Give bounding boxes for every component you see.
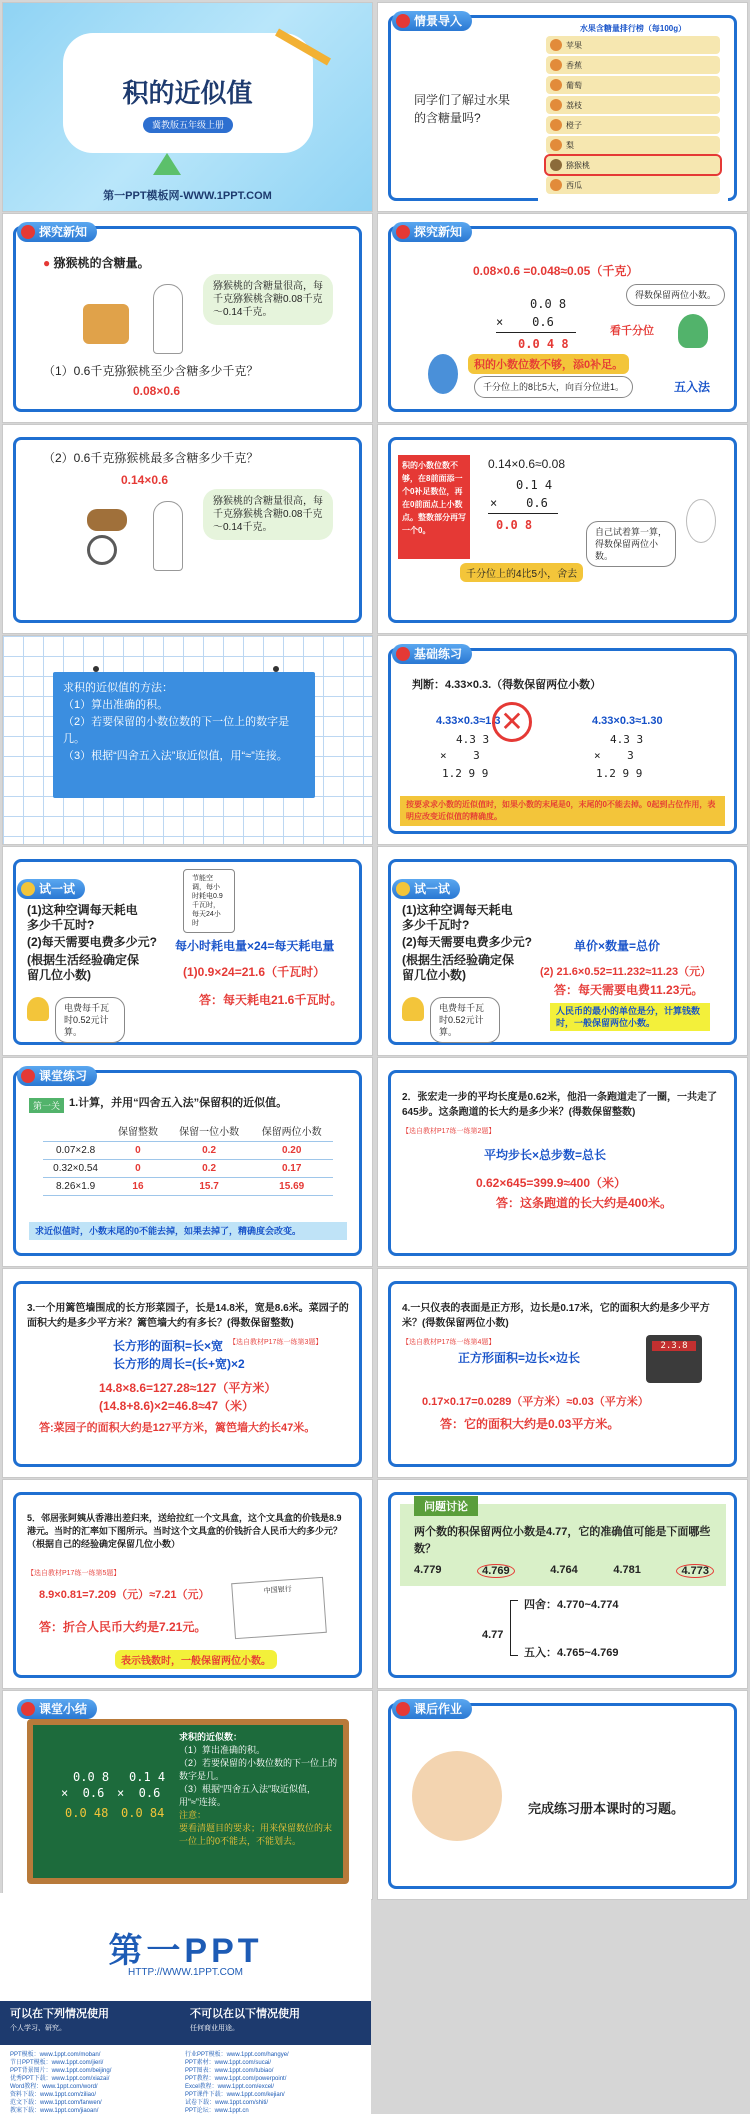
round-up-range: 五入：4.765~4.769 — [524, 1647, 619, 1659]
option-item: 4.773 — [676, 1564, 714, 1578]
cross-icon: ✕ — [492, 702, 532, 742]
rounding-table — [43, 1120, 333, 1196]
slide-explore-1 — [2, 213, 373, 423]
strawberry-icon — [21, 225, 35, 239]
footer-link[interactable]: PPT模板：www.1ppt.com/moban/ — [10, 2052, 101, 2058]
formula: 正方形面积=边长×边长 — [458, 1351, 581, 1365]
pin-icon — [93, 666, 99, 672]
answer: 答：这条跑道的长大约是400米。 — [496, 1196, 673, 1210]
vertical-line-1: 0.1 4 — [516, 478, 553, 492]
vertical-line-1: 0.0 8 — [530, 297, 567, 311]
left-answer: 4.33×0.3≈1.3 — [436, 715, 501, 727]
perimeter-formula: 长方形的周长=(长+宽)×2 — [113, 1357, 245, 1371]
option-item: 4.779 — [414, 1564, 442, 1576]
footer-link[interactable]: PPT图表：www.1ppt.com/tubiao/ — [185, 2068, 274, 2074]
table-row: 0.07×2.8 0 0.2 0.20 — [43, 1142, 333, 1160]
table-header: 保留整数 保留一位小数 保留两位小数 — [43, 1120, 333, 1142]
answer: 答：它的面积大约是0.03平方米。 — [440, 1417, 620, 1431]
frog-icon — [678, 314, 708, 348]
slide-explore-3 — [2, 424, 373, 634]
question: 5．邻居张阿姨从香港出差归来，送给拉红一个文具盒，这个文具盒的价钱是8.9港元。当时的汇率如下图所示。当时这个文具盒的价钱折合人民币大约多少元？（根据自己的经验确定保留几位小数） — [27, 1513, 343, 1549]
vertical-rule — [488, 513, 558, 514]
question-2: (2)每天需要电费多少元? — [402, 935, 532, 949]
method-line: 求积的近似值的方法： — [63, 682, 173, 694]
slide-method — [2, 635, 373, 845]
bank-name: 中国银行 — [263, 1586, 292, 1596]
section-tag: 试一试 — [17, 879, 85, 899]
section-tag: 问题讨论 — [414, 1496, 478, 1516]
question-1: (1)这种空调每天耗电多少千瓦时? — [402, 903, 513, 932]
explanation-box: 积的小数位数不够，在8前面添一个0补足数位，再在0前面点上小数点。整数部分再写一个0。 — [398, 455, 470, 559]
vertical-result: 0.0 8 — [496, 518, 533, 532]
footer-link[interactable]: Word教程：www.1ppt.com/word/ — [10, 2084, 98, 2090]
calculation: 0.62×645=399.9≈400（米） — [476, 1176, 627, 1190]
table-row: 8.26×1.9 16 15.7 15.69 — [43, 1178, 333, 1196]
money-tip: 表示钱数时，一般保留两位小数。 — [115, 1650, 277, 1669]
footer-link[interactable]: PPT教程：www.1ppt.com/powerpoint/ — [185, 2076, 287, 2082]
fruit-icon — [550, 39, 562, 51]
slide-explore-4 — [377, 424, 748, 634]
left-vertical-3: 1.2 9 9 — [442, 767, 489, 780]
footer-url: HTTP://WWW.1PPT.COM — [128, 1967, 243, 1978]
fruit-icon — [550, 159, 562, 171]
scientist-icon — [153, 284, 183, 354]
fruit-label: 葡萄 — [566, 80, 582, 90]
meter-icon — [646, 1335, 702, 1383]
site-url: 第一PPT模板网-WWW.1PPT.COM — [103, 190, 272, 202]
fruit-icon — [550, 179, 562, 191]
section-tag: 课堂小结 — [17, 1699, 97, 1719]
calc-a2: × 0.6 — [61, 1786, 105, 1800]
section-tag: 试一试 — [392, 879, 460, 899]
question-2: (2)每天需要电费多少元? — [27, 935, 157, 949]
question: 2．张宏走一步的平均长度是0.62米，他沿一条跑道走了一圈，一共走了645步。这条跑道的长大约是多少米？(得数保留整数) — [402, 1092, 718, 1118]
area-calc: 14.8×8.6=127.28≈127（平方米） — [99, 1381, 277, 1395]
price-bubble: 电费每千瓦时0.52元计算。 — [55, 997, 125, 1043]
area-formula: 长方形的面积=长×宽 — [113, 1339, 224, 1353]
slide-summary — [2, 1690, 373, 1900]
rate-card — [231, 1577, 327, 1639]
calculation: 0.17×0.17=0.0289（平方米）≈0.03（平方米） — [422, 1396, 649, 1408]
calc-b2: × 0.6 — [117, 1786, 161, 1800]
fruit-label: 猕猴桃 — [566, 160, 590, 170]
strawberry-icon: ● — [43, 256, 51, 270]
equation: 0.08×0.6 =0.048≈0.05（千克） — [473, 264, 639, 278]
question: 1.计算，并用“四舍五入法”保留积的近似值。 — [69, 1097, 288, 1109]
vertical-line-2: × 0.6 — [490, 496, 548, 510]
section-tag: 课后作业 — [392, 1699, 472, 1719]
footer-link[interactable]: PPT素材：www.1ppt.com/sucai/ — [185, 2060, 272, 2066]
brace — [510, 1600, 518, 1656]
rounding-tip: 千分位上的4比5小，舍去 — [460, 563, 583, 582]
expression: 0.08×0.6 — [133, 384, 181, 398]
section-tag: 基础练习 — [392, 644, 472, 664]
answer: 答：每天需要电费11.23元。 — [554, 983, 704, 997]
info-bubble: 猕猴桃的含糖量很高，每千克猕猴桃含糖0.08千克～0.14千克。 — [203, 489, 333, 540]
footer-link[interactable]: 范文下载：www.1ppt.com/fanwen/ — [10, 2100, 102, 2106]
footer-link[interactable]: Excel教程：www.1ppt.com/excel/ — [185, 2084, 275, 2090]
sugar-row — [546, 56, 720, 74]
vertical-line-2: × 0.6 — [496, 315, 554, 329]
source: 【选自教材P17练一练第5题】 — [27, 1570, 121, 1577]
section-tag: 课堂练习 — [17, 1066, 97, 1086]
formula: 单价×数量=总价 — [574, 939, 661, 953]
scale-icon — [83, 304, 129, 344]
strawberry-icon — [21, 1069, 35, 1083]
right-vertical-2: × 3 — [594, 749, 634, 762]
pencil-icon — [396, 882, 410, 896]
footer-link[interactable]: 试卷下载：www.1ppt.com/shiti/ — [185, 2100, 269, 2106]
worker-icon — [402, 997, 424, 1021]
right-vertical-1: 4.3 3 — [610, 733, 644, 746]
slide-discussion — [377, 1479, 748, 1689]
calc-b1: 0.1 4 — [129, 1770, 166, 1784]
footer-link[interactable]: 资料下载：www.1ppt.com/ziliao/ — [10, 2092, 97, 2098]
info-bubble: 猕猴桃的含糖量很高，每千克猕猴桃含糖0.08千克～0.14千克。 — [203, 274, 333, 325]
right-answer: 4.33×0.3≈1.30 — [592, 715, 663, 727]
source: 【选自教材P17练一练第4题】 — [402, 1339, 496, 1346]
fruit-icon — [550, 59, 562, 71]
slide-practice-basic — [377, 635, 748, 845]
forbidden-desc: 任何商业用途。 — [190, 2025, 239, 2032]
price-bubble: 电费每千瓦时0.52元计算。 — [430, 997, 500, 1043]
slide-class-practice-4 — [377, 1268, 748, 1478]
sugar-chart — [538, 23, 728, 201]
footer-link[interactable]: PPT论坛：www.1ppt.cn — [185, 2108, 249, 2114]
section-tag: 探究新知 — [392, 222, 472, 242]
intro-question: 同学们了解过水果的含糖量吗? — [414, 93, 511, 125]
footer-link[interactable]: PPT背景图片：www.1ppt.com/beijing/ — [10, 2068, 112, 2074]
scientist-icon — [153, 501, 183, 571]
question: 3.一个用篱笆墙围成的长方形菜园子，长是14.8米，宽是8.6米。菜园子的面积大约是多少平方米？篱笆墙大约有多长？(得数保留整数) — [27, 1303, 349, 1329]
pencil-icon — [21, 882, 35, 896]
sugar-row — [546, 36, 720, 54]
sugar-row — [546, 176, 720, 194]
footer-page — [0, 1893, 371, 2114]
fruit-icon — [550, 99, 562, 111]
money-tip: 人民币的最小的单位是分，计算钱数时，一般保留两位小数。 — [550, 1003, 710, 1031]
strawberry-icon — [396, 1702, 410, 1716]
option-list — [414, 1564, 714, 1578]
sugar-row — [546, 96, 720, 114]
question-3: (根据生活经验确定保留几位小数) — [27, 953, 139, 982]
source: 【选自教材P17练一练第3题】 — [229, 1339, 323, 1346]
fruit-label: 橙子 — [566, 120, 582, 130]
rabbit-icon — [686, 499, 716, 543]
method-line: （3）根据“四舍五入法”取近似值，用“≈”连接。 — [63, 750, 288, 762]
worker-icon — [27, 997, 49, 1021]
pin-icon — [273, 666, 279, 672]
calc-a1: 0.0 8 — [73, 1770, 110, 1784]
forbidden-title: 不可以在以下情况使用 — [190, 2008, 300, 2020]
option-item: 4.781 — [613, 1564, 641, 1576]
fruit-icon — [550, 139, 562, 151]
footer-link[interactable]: 优秀PPT下载：www.1ppt.com/xiazai/ — [10, 2076, 110, 2082]
fruit-icon — [550, 79, 562, 91]
footer-link[interactable]: 节日PPT模板：www.1ppt.com/jieri/ — [10, 2060, 104, 2066]
formula: 每小时耗电量×24=每天耗电量 — [175, 939, 335, 953]
perimeter-calc: (14.8+8.6)×2=46.8≈47（米） — [99, 1399, 255, 1413]
slide-subtitle: 冀教版五年级上册 — [143, 117, 233, 133]
question: 4.一只仪表的表面是正方形，边长是0.17米，它的面积大约是多少平方米？(得数保留两位小数) — [402, 1303, 710, 1329]
slide-title-text: 积的近似值 — [122, 78, 253, 108]
question: 两个数的积保留两位小数是4.77，它的准确值可能是下面哪些数？ — [414, 1526, 711, 1555]
expression: 0.14×0.6 — [121, 473, 169, 487]
homework-text: 完成练习册本课时的习题。 — [528, 1801, 685, 1816]
footer-link[interactable]: 行业PPT模板：www.1ppt.com/hangye/ — [185, 2052, 289, 2058]
heading: ● 猕猴桃的含糖量。 — [43, 256, 150, 270]
slide-title — [2, 2, 373, 212]
method-card — [53, 672, 315, 798]
sugar-row — [546, 116, 720, 134]
left-vertical-1: 4.3 3 — [456, 733, 490, 746]
method-line: （2）若要保留的小数位数的下一位上的数字是几。 — [63, 716, 290, 745]
answer: 答：折合人民币大约是7.21元。 — [39, 1620, 207, 1634]
calc-a3: 0.0 48 — [65, 1806, 109, 1820]
footer-links — [10, 2051, 360, 2114]
base-value: 4.77 — [482, 1629, 504, 1641]
strawberry-icon — [396, 647, 410, 661]
fruit-label: 香蕉 — [566, 60, 582, 70]
section-tag: 情景导入 — [392, 11, 472, 31]
ac-note: 节能空调，每小时耗电0.9千瓦时，每天24小时 — [183, 869, 235, 933]
strawberry-icon — [21, 1702, 35, 1716]
allowed-title: 可以在下列情况使用 — [10, 2008, 109, 2020]
sugar-chart-title: 水果含糖量排行榜（每100g） — [579, 24, 687, 33]
table-row: 0.32×0.54 0 0.2 0.17 — [43, 1160, 333, 1178]
fruit-label: 西瓜 — [566, 180, 582, 190]
footer-link[interactable]: 教案下载：www.1ppt.com/jiaoan/ — [10, 2108, 99, 2114]
fruit-icon — [550, 119, 562, 131]
option-item: 4.764 — [550, 1564, 578, 1576]
question-1: (1)这种空调每天耗电多少千瓦时? — [27, 903, 138, 932]
question: （1）0.6千克猕猴桃至少含糖多少千克？ — [43, 364, 259, 378]
answer: 答:菜园子的面积大约是127平方米，篱笆墙大约长47米。 — [39, 1422, 316, 1434]
footer-logo: 第一PPT — [108, 1932, 263, 1970]
level-badge: 第一关 — [29, 1098, 64, 1113]
slide-explore-2 — [377, 213, 748, 423]
clock-icon — [87, 535, 117, 565]
slide-try-1 — [2, 846, 373, 1056]
rounding-tip: 千分位上的8比5大，向百分位进1。 — [474, 376, 633, 398]
calculation: (2) 21.6×0.52=11.232≈11.23（元） — [540, 966, 712, 978]
strawberry-icon — [396, 225, 410, 239]
slide-class-practice-1 — [2, 1057, 373, 1267]
slide-class-practice-2 — [377, 1057, 748, 1267]
chalkboard — [27, 1719, 349, 1884]
thousandth-note: 看千分位 — [610, 325, 654, 337]
question: （2）0.6千克猕猴桃最多含糖多少千克？ — [43, 451, 259, 465]
mouse-icon — [428, 354, 458, 394]
note-bubble: 得数保留两位小数。 — [626, 284, 725, 306]
source: 【选自教材P17练一练第2题】 — [402, 1128, 496, 1135]
warning: 积的小数位数不够，添0补足。 — [468, 354, 629, 374]
formula: 平均步长×总步数=总长 — [484, 1148, 607, 1162]
footer-band — [0, 2001, 371, 2045]
slide-class-practice-3 — [2, 1268, 373, 1478]
calculation: 8.9×0.81=7.209（元）≈7.21（元） — [39, 1589, 210, 1601]
rounding-method: 五入法 — [674, 380, 711, 394]
vertical-rule — [496, 332, 576, 333]
option-item: 4.769 — [477, 1564, 515, 1578]
summary-title: 求积的近似数： — [179, 1732, 243, 1742]
footnote: 求近似值时，小数末尾的0不能去掉，如果去掉了，精确度会改变。 — [29, 1222, 347, 1240]
footnote: 按要求求小数的近似值时，如果小数的末尾是0，末尾的0不能去掉。0起到占位作用，表明应改变近似值的精确度。 — [400, 796, 725, 826]
fruit-label: 梨 — [566, 140, 574, 150]
calc-b3: 0.0 84 — [121, 1806, 165, 1820]
footer-link[interactable]: PPT课件下载：www.1ppt.com/kejian/ — [185, 2092, 285, 2098]
sugar-rows — [538, 36, 728, 194]
vertical-result: 0.0 4 8 — [518, 337, 569, 351]
equation: 0.14×0.6≈0.08 — [488, 457, 565, 471]
judge-question: 判断：4.33×0.3.（得数保留两位小数） — [412, 679, 602, 691]
allowed-desc: 个人学习、研究。 — [10, 2025, 66, 2032]
sugar-row — [546, 76, 720, 94]
right-vertical-3: 1.2 9 9 — [596, 767, 643, 780]
fruit-label: 苹果 — [566, 40, 582, 50]
method-line: （1）算出准确的积。 — [63, 699, 169, 711]
slide-homework — [377, 1690, 748, 1900]
meter-display: 2.3.8 — [652, 1341, 696, 1351]
sugar-row — [546, 136, 720, 154]
slide-class-practice-5 — [2, 1479, 373, 1689]
sugar-row — [546, 156, 720, 174]
strawberry-icon — [396, 14, 410, 28]
answer: 答：每天耗电21.6千瓦时。 — [199, 993, 343, 1007]
fruit-label: 荔枝 — [566, 100, 582, 110]
fruit-icon — [87, 509, 127, 531]
calculation: (1)0.9×24=21.6（千瓦时） — [183, 965, 326, 979]
slide-intro — [377, 2, 748, 212]
round-down-range: 四舍：4.770~4.774 — [524, 1599, 619, 1611]
slide-try-2 — [377, 846, 748, 1056]
summary-text: 求积的近似数： （1）算出准确的积。 （2）若要保留的小数位数的下一位上的数字是几。 （3）根据“四舍五入法”取近似值，用“≈”连接。 注意： 要看清题目的要求；用来保留数位的末一位上的0不能去，不能划去。 — [179, 1732, 338, 1846]
student-icon — [412, 1751, 502, 1841]
left-vertical-2: × 3 — [440, 749, 480, 762]
try-bubble: 自己试着算一算，得数保留两位小数。 — [586, 521, 676, 567]
question-3: (根据生活经验确定保留几位小数) — [402, 953, 514, 982]
section-tag: 探究新知 — [17, 222, 97, 242]
triangle-icon — [153, 153, 181, 175]
